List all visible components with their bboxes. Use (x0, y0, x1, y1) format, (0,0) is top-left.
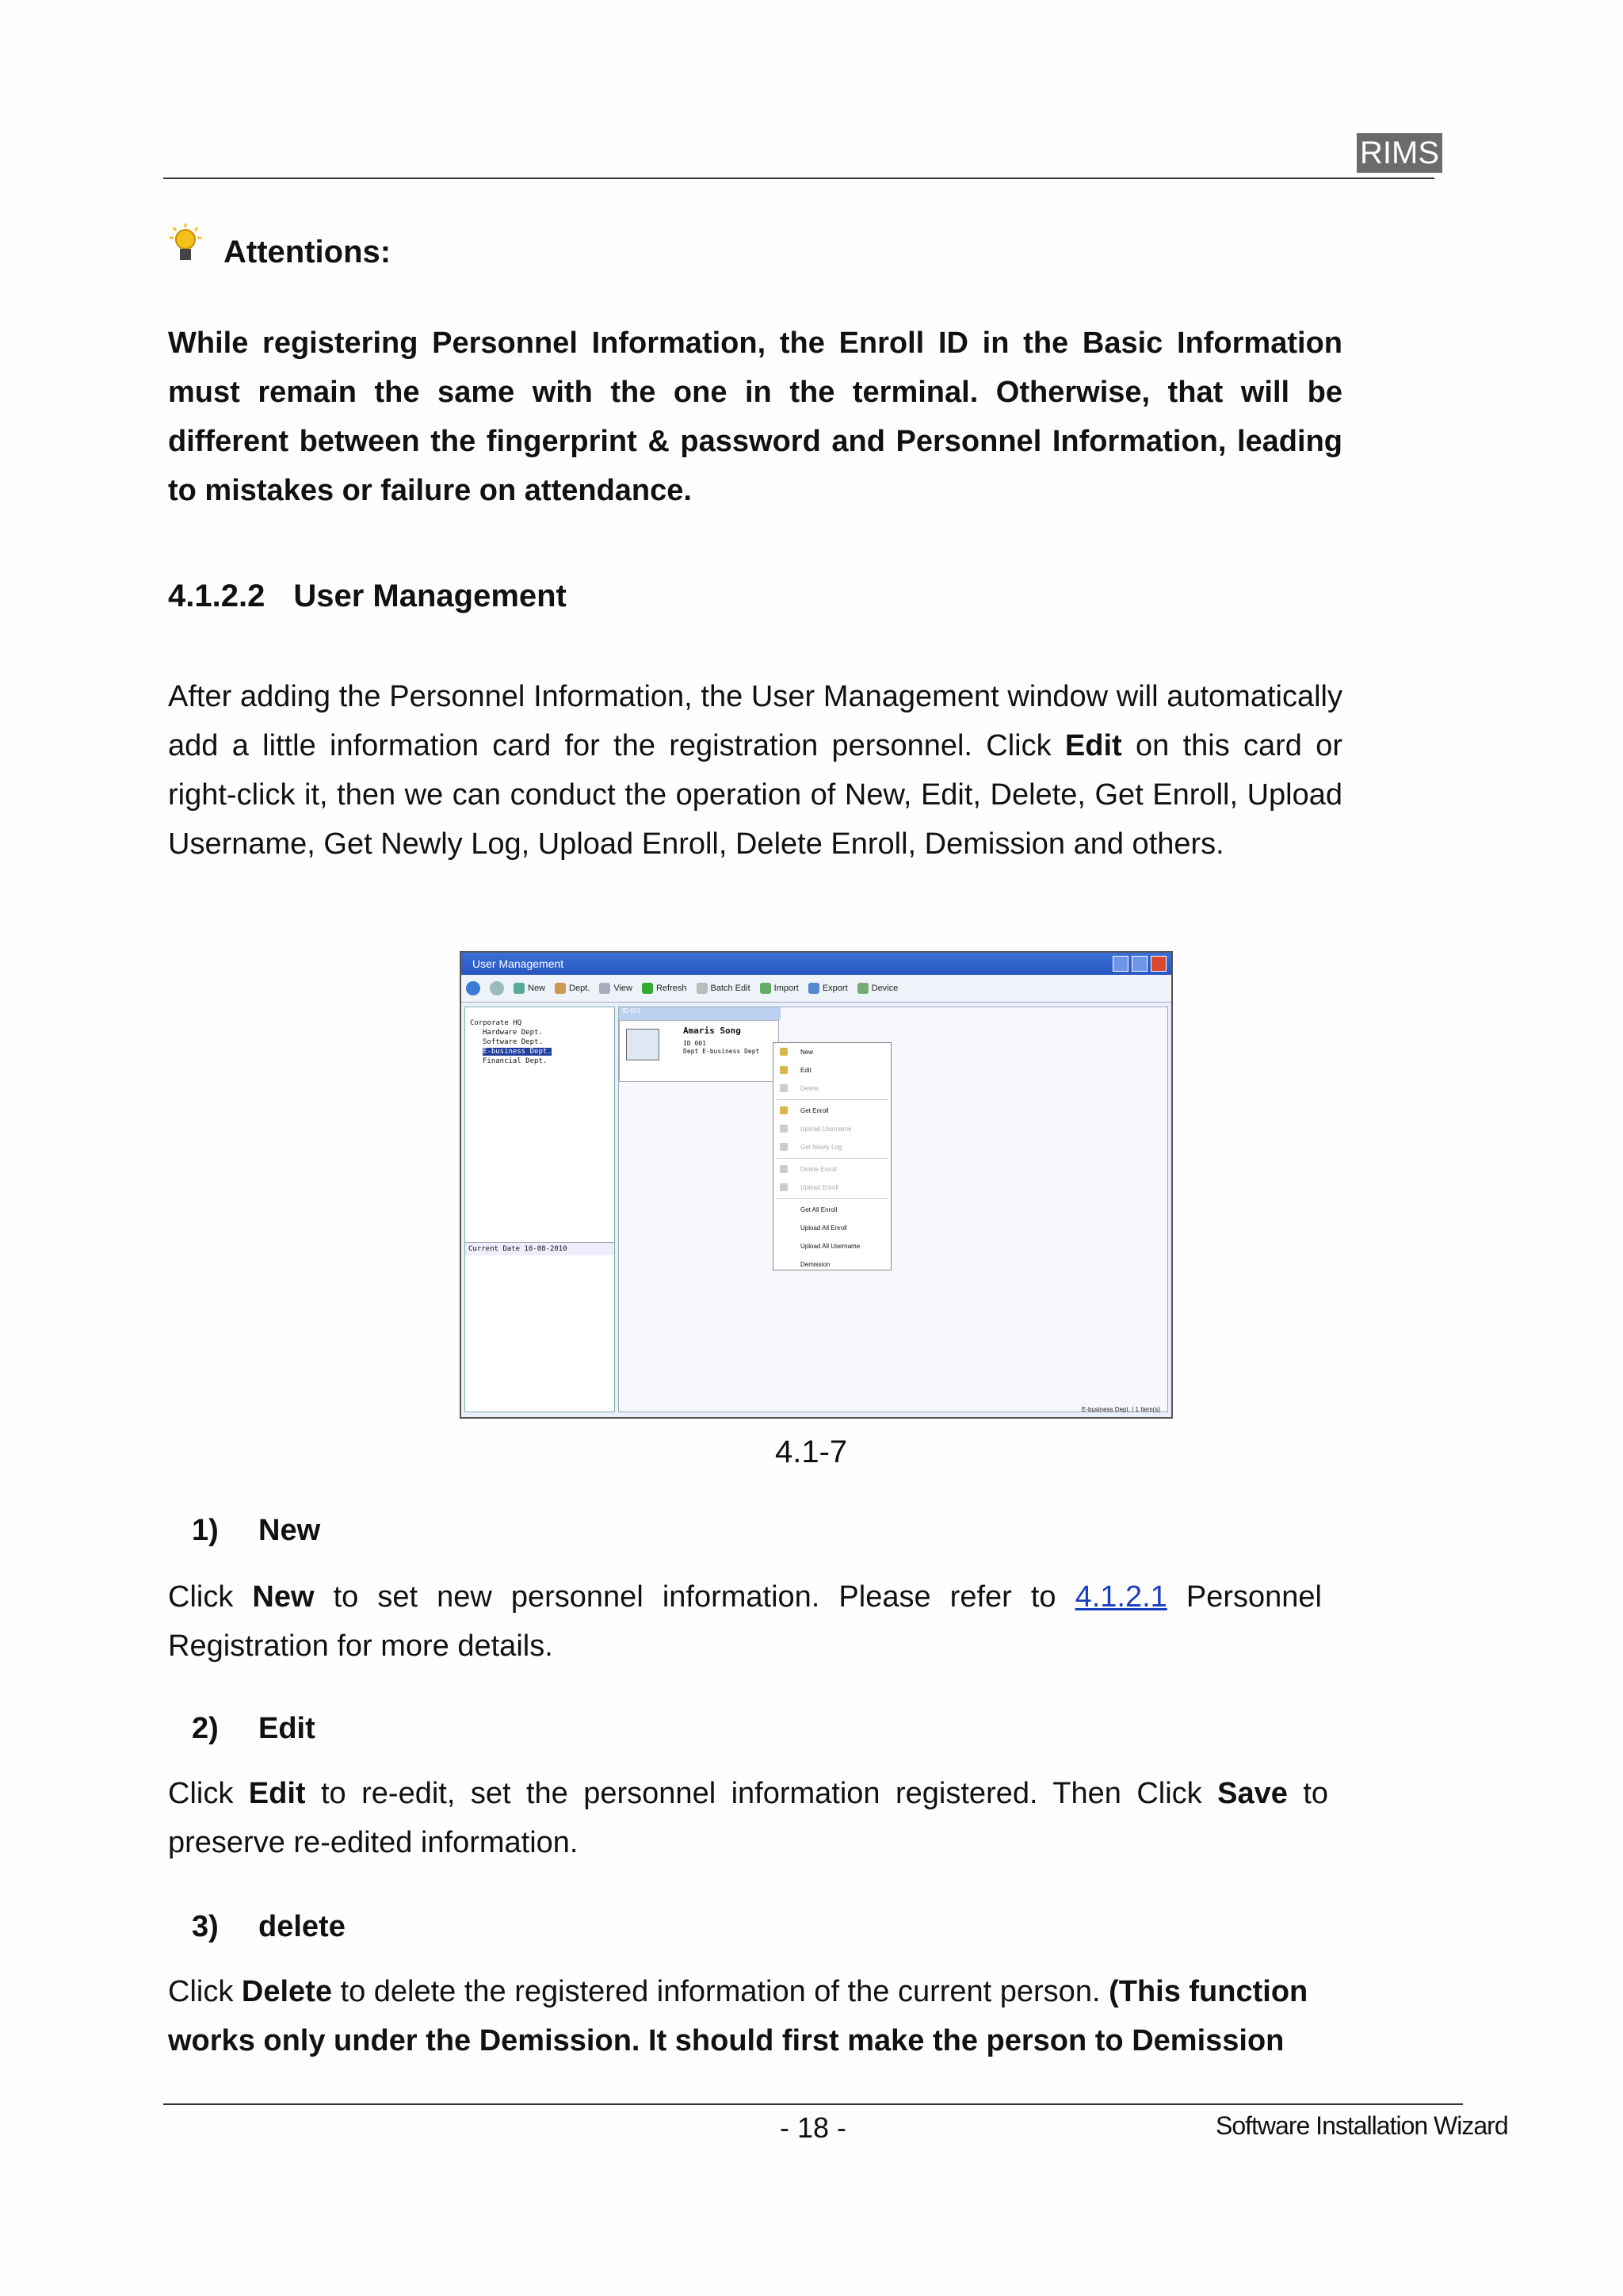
menu-item-delete-enroll[interactable] (773, 1160, 891, 1179)
menu-item-upload-enroll[interactable] (773, 1179, 891, 1197)
menu-item-get-all-enroll[interactable] (773, 1201, 891, 1219)
item-title: Edit (258, 1712, 315, 1745)
toolbar (461, 975, 1171, 1003)
header-rule (163, 178, 1434, 179)
item-bold-save: Save (1217, 1777, 1288, 1810)
item-delete-text (168, 1967, 1328, 2065)
item-text: Click (168, 1580, 253, 1614)
dept-icon (555, 983, 566, 994)
menu-item-label: Get Enroll (800, 1107, 829, 1114)
item-text: to re-edit, set the personnel information registered. Then Click (305, 1777, 1218, 1810)
toolbar-view-label: View (613, 984, 632, 993)
toolbar-import-label: Import (773, 984, 799, 993)
attention-title: Attentions: (223, 235, 391, 269)
item-number: 1) (192, 1514, 219, 1547)
get-log-icon (780, 1143, 788, 1151)
menu-item-label: Upload All Username (800, 1243, 861, 1250)
item-new-heading (192, 1514, 320, 1548)
item-new-text (168, 1572, 1322, 1671)
delete-icon (780, 1084, 788, 1092)
toolbar-dept-label: Dept. (569, 984, 590, 993)
menu-item-new[interactable] (773, 1043, 891, 1061)
toolbar-new-button[interactable] (514, 983, 545, 994)
menu-item-label: New (800, 1049, 814, 1056)
refresh-icon (642, 983, 653, 994)
menu-item-label: Get All Enroll (800, 1206, 838, 1213)
menu-divider (777, 1198, 888, 1199)
tree-item-selected[interactable] (470, 1047, 614, 1056)
maximize-icon[interactable] (1132, 956, 1148, 972)
menu-item-delete[interactable] (773, 1079, 891, 1098)
intro-text: After adding the Personnel Information, the User Management window will automatically add a little information card for the registration personnel. Click (168, 680, 1342, 762)
toolbar-import-button[interactable] (760, 983, 799, 994)
import-icon (760, 983, 771, 994)
window-controls (1113, 956, 1167, 972)
tree-item[interactable]: Hardware Dept. (483, 1029, 543, 1037)
menu-divider (777, 1158, 888, 1159)
section-title: User Management (293, 579, 567, 613)
section-intro (168, 672, 1342, 869)
personnel-card[interactable] (619, 1020, 779, 1082)
window-titlebar (461, 953, 1171, 975)
card-id: ID 001 (683, 1040, 706, 1047)
toolbar-new-label: New (528, 984, 546, 993)
item-title: New (258, 1514, 321, 1547)
menu-divider (777, 1099, 888, 1100)
page-number: - 18 - (780, 2111, 847, 2144)
delete-enroll-icon (780, 1165, 788, 1173)
item-edit-heading (192, 1712, 315, 1746)
menu-item-label: Upload Username (800, 1125, 852, 1133)
toolbar-refresh-button[interactable] (642, 983, 687, 994)
item-delete-heading (192, 1910, 346, 1944)
item-text: to preserve re-edited information. (168, 1777, 1329, 1859)
item-text: Personnel Registration for more details. (168, 1580, 1322, 1663)
menu-item-label: Upload All Enroll (800, 1224, 847, 1232)
section-link[interactable]: 4.1.2.1 (1075, 1580, 1167, 1614)
tree-item[interactable]: Corporate HQ (470, 1019, 522, 1027)
minimize-icon[interactable] (1113, 956, 1128, 972)
item-title: delete (258, 1910, 346, 1943)
header-badge: RIMS (1357, 133, 1442, 173)
department-tree (465, 1007, 614, 1066)
intro-text-rest: on this card or right-click it, then we can conduct the operation of New, Edit, Delete, Get Enroll, Upload Username, Get Newly Log, Upload Enroll, Delete Enroll, Demission and others. (168, 729, 1343, 861)
menu-item-label: Delete Enroll (800, 1166, 837, 1173)
status-bar: E-business Dept. | 1 Item(s) (1082, 1406, 1160, 1413)
item-text: to set new personnel information. Please refer to (314, 1580, 1075, 1614)
section-number: 4.1.2.2 (168, 579, 265, 613)
get-enroll-icon (780, 1106, 788, 1114)
item-bold: New (252, 1580, 315, 1614)
user-management-screenshot (460, 951, 1173, 1419)
close-icon[interactable] (1151, 956, 1167, 972)
item-bold: Delete (241, 1975, 332, 2008)
attention-text: While registering Personnel Information, the Enroll ID in the Basic Information must remain the same with the one in the terminal. Otherwise, that will be different between the fingerprint & password and Personnel Information, leading to mistakes or failure on attendance. (168, 327, 1342, 507)
card-pane (618, 1007, 1168, 1412)
forward-icon[interactable] (490, 981, 504, 995)
toolbar-device-label: Device (871, 984, 899, 993)
menu-item-upload-username[interactable] (773, 1120, 891, 1138)
toolbar-batch-edit-label: Batch Edit (710, 984, 750, 993)
export-icon (808, 983, 819, 994)
tree-item[interactable]: Financial Dept. (483, 1057, 548, 1065)
menu-item-label: Upload Enroll (800, 1184, 839, 1191)
item-text: Click (168, 1975, 242, 2008)
section-heading (168, 579, 567, 614)
menu-item-upload-all-username[interactable] (773, 1237, 891, 1255)
item-bold-tail: (This function works only under the Demission. It should first make the person to Demission (168, 1975, 1308, 2057)
figure-caption: 4.1-7 (775, 1435, 848, 1469)
view-icon (599, 983, 610, 994)
toolbar-view-button[interactable] (599, 983, 632, 994)
item-text: to delete the registered information of the current person. (331, 1975, 1109, 2008)
toolbar-refresh-label: Refresh (655, 984, 687, 993)
menu-item-label: Get Newly Log (800, 1144, 842, 1151)
card-name: Amaris Song (683, 1026, 741, 1036)
upload-username-icon (780, 1125, 788, 1133)
lightbulb-icon (168, 223, 203, 268)
item-bold: Edit (248, 1777, 306, 1810)
upload-enroll-icon (780, 1183, 788, 1191)
toolbar-dept-button[interactable] (555, 983, 590, 994)
item-number: 2) (192, 1712, 219, 1745)
card-dept: Dept E-business Dept (683, 1048, 760, 1055)
edit-icon (780, 1066, 788, 1074)
device-icon (857, 983, 869, 994)
item-text: Click (168, 1777, 249, 1810)
intro-edit-bold: Edit (1064, 729, 1122, 762)
item-edit-text (168, 1769, 1328, 1867)
back-icon[interactable] (466, 981, 480, 995)
menu-item-upload-all-enroll[interactable] (773, 1219, 891, 1237)
toolbar-export-label: Export (822, 984, 848, 993)
card-tab: ID 001 (619, 1007, 781, 1020)
menu-item-get-newly-log[interactable] (773, 1138, 891, 1156)
menu-item-get-enroll[interactable] (773, 1102, 891, 1120)
menu-item-edit[interactable] (773, 1061, 891, 1079)
footer-rule (163, 2103, 1463, 2105)
item-number: 3) (192, 1910, 219, 1943)
toolbar-device-button[interactable] (857, 983, 899, 994)
avatar (626, 1029, 659, 1060)
department-pane (464, 1007, 615, 1412)
window-title: User Management (472, 957, 564, 970)
batch-edit-icon (697, 983, 708, 994)
tree-item[interactable]: Software Dept. (483, 1038, 543, 1046)
tree-item-selected-label: E-business Dept. (483, 1048, 552, 1056)
new-icon (780, 1048, 788, 1056)
menu-item-label: Demission (800, 1261, 831, 1268)
new-icon (514, 983, 525, 994)
menu-item-label: Delete (800, 1085, 819, 1092)
menu-item-demission[interactable] (773, 1255, 891, 1274)
context-menu (773, 1042, 892, 1270)
toolbar-batch-edit-button[interactable] (697, 983, 750, 994)
current-date[interactable]: Current Date 10-08-2010 (465, 1242, 614, 1255)
menu-item-label: Edit (800, 1067, 812, 1074)
toolbar-export-button[interactable] (808, 983, 848, 994)
footer-title: Software Installation Wizard (1216, 2111, 1508, 2140)
